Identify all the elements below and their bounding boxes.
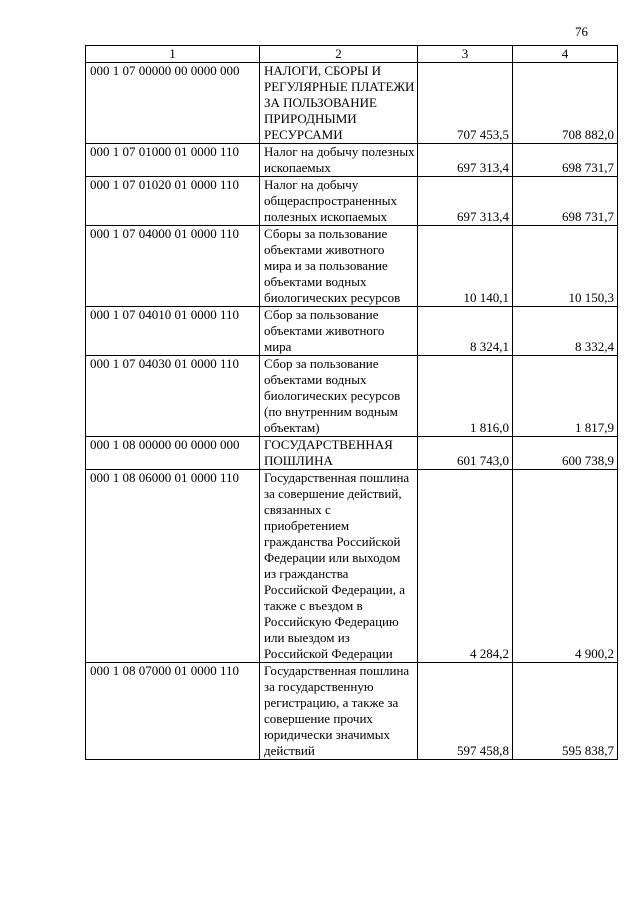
header-row	[86, 46, 618, 63]
budget-code: 000 1 07 04010 01 0000 110	[86, 307, 260, 356]
table-row	[86, 144, 618, 177]
value-col3: 10 140,1	[418, 226, 513, 307]
item-name: Налог на добычу общераспространенных полезных ископаемых	[260, 177, 418, 226]
budget-code: 000 1 08 07000 01 0000 110	[86, 663, 260, 760]
table-row	[86, 307, 618, 356]
item-name: ГОСУДАРСТВЕННАЯ ПОШЛИНА	[260, 437, 418, 470]
value-col3: 601 743,0	[418, 437, 513, 470]
budget-code: 000 1 07 04030 01 0000 110	[86, 356, 260, 437]
column-header-1: 1	[86, 46, 260, 63]
item-name: Сборы за пользование объектами животного мира и за пользование объектами водных биологических ресурсов	[260, 226, 418, 307]
value-col3: 697 313,4	[418, 144, 513, 177]
value-col4: 600 738,9	[513, 437, 618, 470]
value-col4: 595 838,7	[513, 663, 618, 760]
value-col3: 597 458,8	[418, 663, 513, 760]
budget-code: 000 1 08 06000 01 0000 110	[86, 470, 260, 663]
budget-code: 000 1 07 04000 01 0000 110	[86, 226, 260, 307]
item-name: Сбор за пользование объектами животного мира	[260, 307, 418, 356]
table-row	[86, 663, 618, 760]
table-row	[86, 177, 618, 226]
item-name: Налог на добычу полезных ископаемых	[260, 144, 418, 177]
value-col4: 8 332,4	[513, 307, 618, 356]
value-col3: 4 284,2	[418, 470, 513, 663]
table-row	[86, 356, 618, 437]
item-name: НАЛОГИ, СБОРЫ И РЕГУЛЯРНЫЕ ПЛАТЕЖИ ЗА ПОЛЬЗОВАНИЕ ПРИРОДНЫМИ РЕСУРСАМИ	[260, 63, 418, 144]
budget-code: 000 1 08 00000 00 0000 000	[86, 437, 260, 470]
value-col3: 707 453,5	[418, 63, 513, 144]
value-col4: 698 731,7	[513, 177, 618, 226]
value-col4: 4 900,2	[513, 470, 618, 663]
item-name: Государственная пошлина за государственную регистрацию, а также за совершение прочих юридически значимых действий	[260, 663, 418, 760]
page-number: 76	[575, 24, 588, 39]
budget-code: 000 1 07 01020 01 0000 110	[86, 177, 260, 226]
value-col4: 1 817,9	[513, 356, 618, 437]
budget-table	[85, 45, 618, 760]
column-header-2: 2	[260, 46, 418, 63]
column-header-3: 3	[418, 46, 513, 63]
table-row	[86, 63, 618, 144]
value-col4: 698 731,7	[513, 144, 618, 177]
budget-code: 000 1 07 01000 01 0000 110	[86, 144, 260, 177]
value-col3: 697 313,4	[418, 177, 513, 226]
item-name: Сбор за пользование объектами водных биологических ресурсов (по внутренним водным объектам)	[260, 356, 418, 437]
table-row	[86, 226, 618, 307]
value-col3: 1 816,0	[418, 356, 513, 437]
value-col4: 708 882,0	[513, 63, 618, 144]
value-col4: 10 150,3	[513, 226, 618, 307]
table-row	[86, 470, 618, 663]
item-name: Государственная пошлина за совершение действий, связанных с приобретением гражданства Российской Федерации или выходом из гражданства Российской Федерации, а также с въездом в Российскую Федерацию или выездом из Российской Федерации	[260, 470, 418, 663]
budget-code: 000 1 07 00000 00 0000 000	[86, 63, 260, 144]
value-col3: 8 324,1	[418, 307, 513, 356]
column-header-4: 4	[513, 46, 618, 63]
table-row	[86, 437, 618, 470]
